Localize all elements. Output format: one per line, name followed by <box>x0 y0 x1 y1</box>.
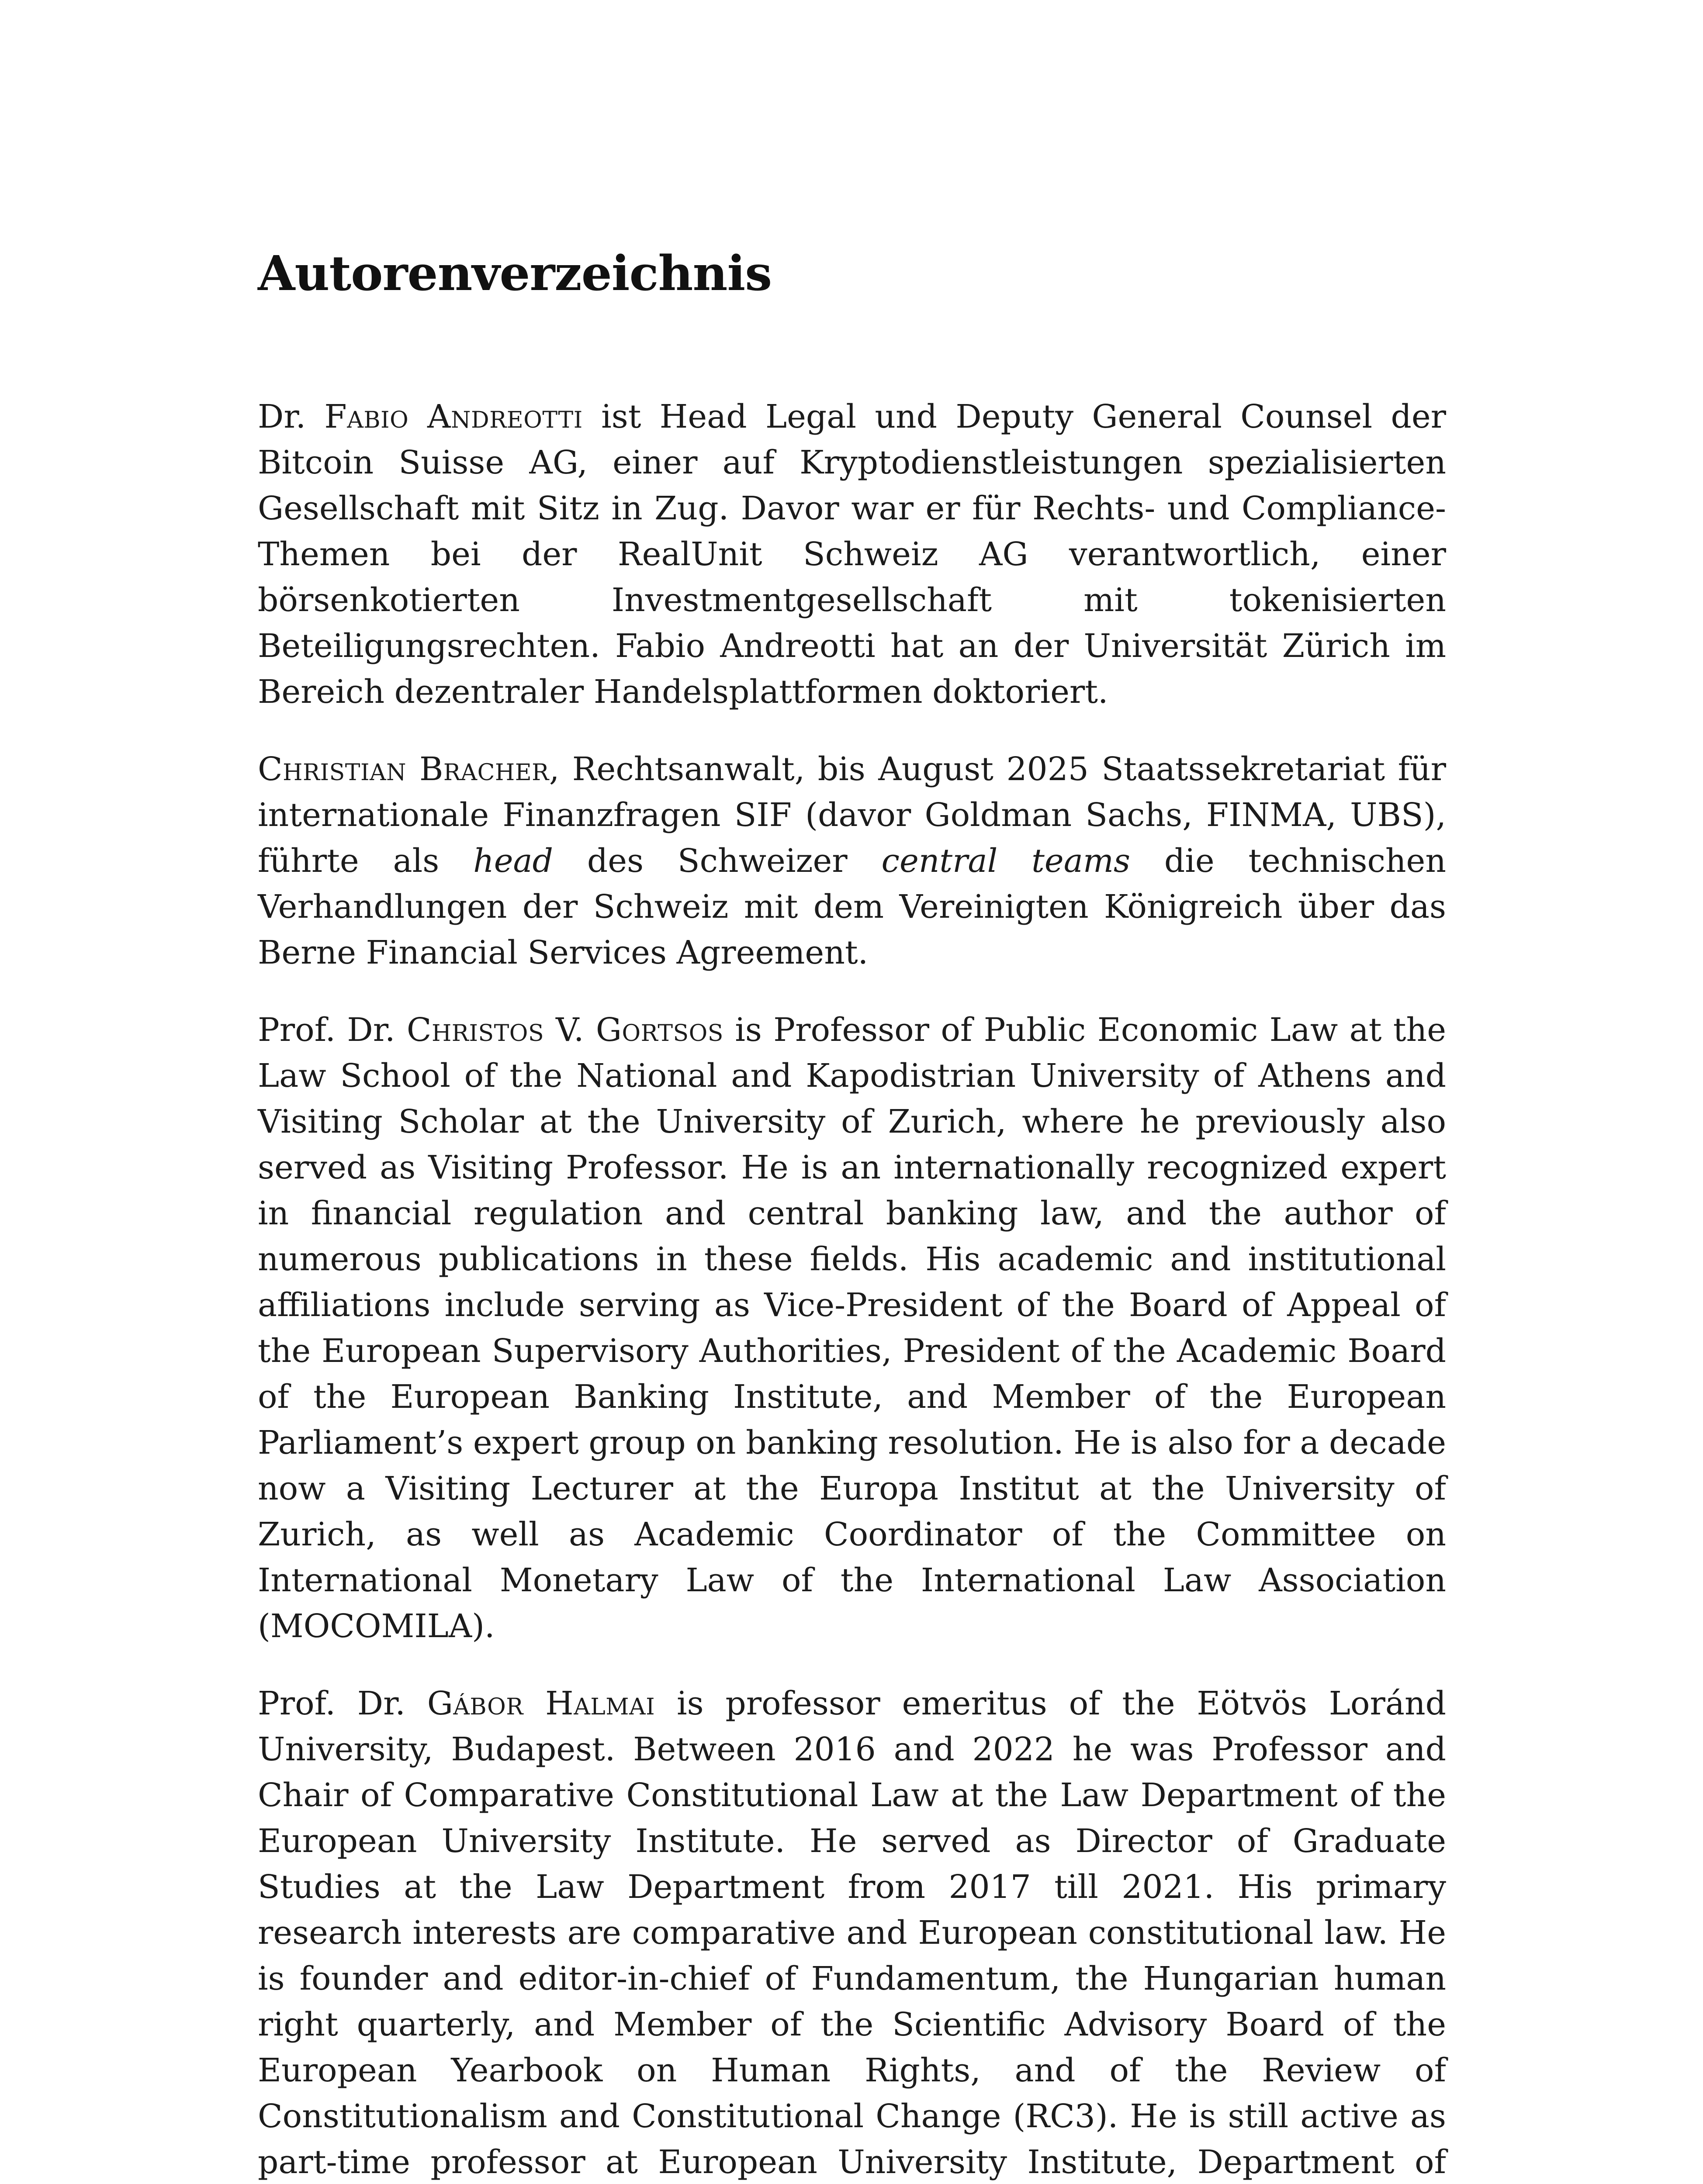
author-bio-italic: head <box>473 842 554 880</box>
author-bio: die technischen Verhandlungen der Schweiz mit dem Vereinigten Königreich über das Berne Financial Services Agreement. <box>258 842 1447 971</box>
author-bio: is Professor of Public Economic Law at the Law School of the National and Kapodistrian University of Athens and Visiting Scholar at the University of Zurich, where he previously also served as Visiting Professor. He is an internationally recognized expert in financial regulation and central banking law, and the author of numerous publications in these fields. His academic and institutional affiliations include serving as Vice-President of the Board of Appeal of the European Supervisory Authorities, President of the Academic Board of the European Banking Institute, and Member of the European Parliament’s expert group on banking resolution. He is also for a decade now a Visiting Lecturer at the Europa Institut at the University of Zurich, as well as Academic Coordinator of the Committee on International Monetary Law of the International Law Association (MOCOMILA). <box>258 1011 1446 1645</box>
page-title: Autorenverzeichnis <box>258 245 772 301</box>
author-name: Fabio Andreotti <box>324 398 583 435</box>
author-bio: des Schweizer <box>553 842 882 880</box>
author-bio: ist Head Legal und Deputy General Counsel der Bitcoin Suisse AG, einer auf Kryptodienstleistungen spezialisierten Gesellschaft mit Sitz in Zug. Davor war er für Rechts- und Compliance-Themen bei der RealUnit Schweiz AG verantwortlich, einer börsenkotierten Investmentgesellschaft mit tokenisierten Beteiligungsrechten. Fabio Andreotti hat an der Universität Zürich im Bereich dezentraler Handelsplattformen doktoriert. <box>258 398 1446 711</box>
author-name: Christos V. Gortsos <box>406 1011 723 1049</box>
author-entry-andreotti <box>258 394 1446 715</box>
page <box>258 245 1446 2184</box>
author-title: Prof. Dr. <box>258 1685 427 1722</box>
author-bio: is professor emeritus of the Eötvös Loránd University, Budapest. Between 2016 and 2022 he was Professor and Chair of Comparative Constitutional Law at the Law Department of the European University Institute. He served as Director of Graduate Studies at the Law Department from 2017 till 2021. His primary research interests are comparative and European constitutional law. He is founder and editor-in-chief of Fundamentum, the Hungarian human right quarterly, and Member of the Scientific Advisory Board of the European Yearbook on Human Rights, and of the Review of Constitutionalism and Constitutional Change (RC3). He is still active as part-time professor at European University Institute, Department of <box>258 1685 1447 2181</box>
author-name: Gábor Halmai <box>427 1685 655 1722</box>
author-entry-gortsos <box>258 1007 1446 1649</box>
author-bio: , Rechtsanwalt, bis August 2025 Staatssekretariat für internationale Finanzfragen SIF (davor Goldman Sachs, FINMA, UBS), führte als <box>258 750 1447 880</box>
author-list <box>258 394 1446 2184</box>
author-title: Prof. Dr. <box>258 1011 407 1049</box>
author-name: Christian Bracher <box>258 750 549 788</box>
author-title: Dr. <box>258 398 325 435</box>
author-entry-bracher <box>258 746 1446 976</box>
author-entry-halmai <box>258 1681 1446 2184</box>
author-bio-italic: central teams <box>881 842 1130 880</box>
